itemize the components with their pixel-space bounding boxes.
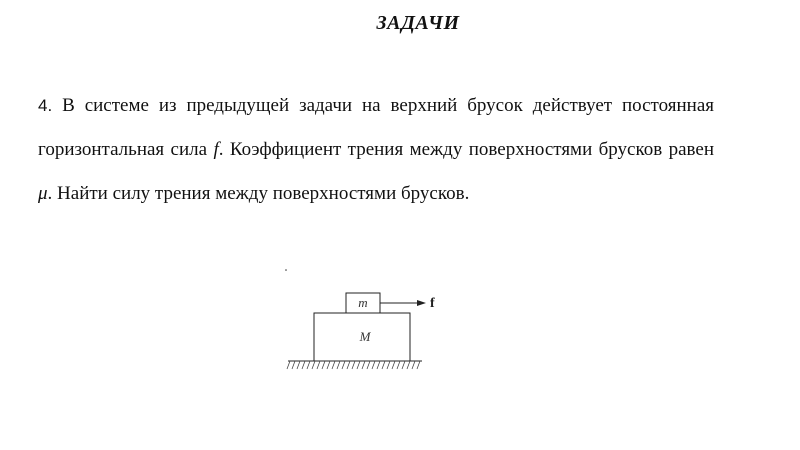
hatch-stroke xyxy=(337,361,340,369)
hatch-stroke xyxy=(297,361,300,369)
hatch-stroke xyxy=(397,361,400,369)
hatch-stroke xyxy=(287,361,290,369)
problem-text-part-1: В системе из предыдущей задачи на верхний брусок действует постоянная горизонтальная сила xyxy=(38,95,714,160)
page-title: ЗАДАЧИ xyxy=(376,12,460,34)
hatch-stroke xyxy=(402,361,405,369)
hatch-stroke xyxy=(382,361,385,369)
hatch-stroke xyxy=(412,361,415,369)
hatch-stroke xyxy=(302,361,305,369)
hatch-stroke xyxy=(332,361,335,369)
hatch-stroke xyxy=(367,361,370,369)
hatch-stroke xyxy=(372,361,375,369)
force-label: f xyxy=(430,296,435,311)
hatch-stroke xyxy=(347,361,350,369)
hatch-stroke xyxy=(342,361,345,369)
friction-coefficient-symbol: μ xyxy=(38,183,48,204)
problem-text-part-2: . Коэффициент трения между поверхностями брусков равен xyxy=(218,139,714,160)
ground-hatching xyxy=(287,361,420,369)
hatch-stroke xyxy=(417,361,420,369)
hatch-stroke xyxy=(387,361,390,369)
hatch-stroke xyxy=(327,361,330,369)
hatch-stroke xyxy=(352,361,355,369)
lower-block-label: M xyxy=(359,329,371,344)
problem-text-part-3: . Найти силу трения между поверхностями брусков. xyxy=(47,183,470,204)
problem-number: 4. xyxy=(38,96,53,115)
hatch-stroke xyxy=(322,361,325,369)
block-diagram-svg xyxy=(280,262,450,382)
upper-block-label: m xyxy=(358,295,368,310)
hatch-stroke xyxy=(407,361,410,369)
stray-dot xyxy=(285,269,287,271)
hatch-stroke xyxy=(317,361,320,369)
problem-text xyxy=(38,84,714,216)
hatch-stroke xyxy=(362,361,365,369)
hatch-stroke xyxy=(292,361,295,369)
force-arrowhead xyxy=(417,300,426,306)
block-diagram xyxy=(280,262,450,382)
hatch-stroke xyxy=(312,361,315,369)
hatch-stroke xyxy=(392,361,395,369)
hatch-stroke xyxy=(307,361,310,369)
hatch-stroke xyxy=(377,361,380,369)
hatch-stroke xyxy=(357,361,360,369)
force-symbol: f xyxy=(213,139,219,160)
